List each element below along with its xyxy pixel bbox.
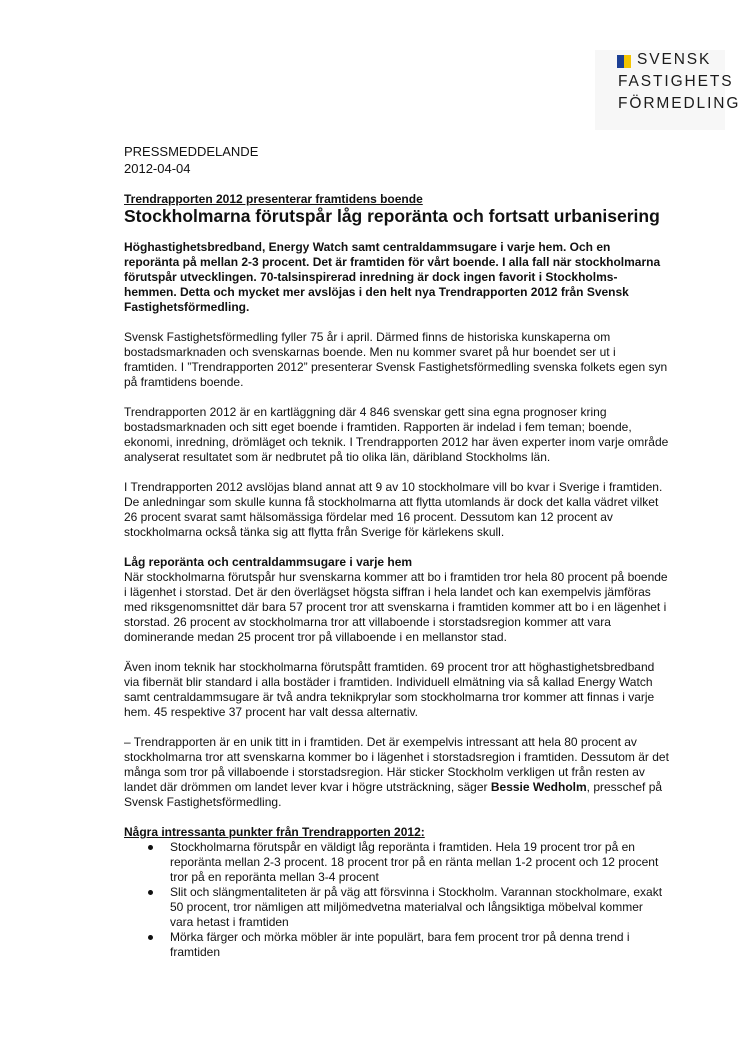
list-item-text: Mörka färger och mörka möbler är inte populärt, bara fem procent tror på denna trend i framtiden (170, 930, 630, 959)
paragraph-1: Svensk Fastighetsförmedling fyller 75 år i april. Därmed finns de historiska kunskaperna om bostadsmarknaden och svenskarnas boende. Men nu kommer svaret på hur boendet ser ut i framtiden. I ”Trendrapporten 2012” presenterar Svensk Fastighetsförmedling svenska folkets egen syn på framtidens boende. (124, 330, 668, 389)
list-item-text: Stockholmarna förutspår en väldigt låg reporänta i framtiden. Hela 19 procent tror på en reporänta mellan 2-3 procent. 18 procent tror på en ränta mellan 1-2 procent och 12 procent tror på en reporänta mellan 3-4 procent (170, 840, 659, 884)
document-type: PRESSMEDDELANDE (124, 144, 259, 159)
paragraph-2: Trendrapporten 2012 är en kartläggning där 4 846 svenskar gett sina egna prognoser kring bostadsmarknaden och sitt eget boende i framtiden. Rapporten är indelad i fem teman; boende, ekonomi, inredning, drömläget och teknik. I Trendrapporten 2012 har även experter inom varje område analyserat resultatet som är nedbrutet på tio olika län, däribland Stockholms län. (124, 405, 669, 464)
spokesperson-name: Bessie Wedholm (490, 780, 587, 794)
supertitle: Trendrapporten 2012 presenterar framtidens boende (124, 192, 423, 206)
list-item (124, 840, 669, 885)
quote-paragraph (124, 735, 669, 810)
logo-text-line-2: FASTIGHETS (618, 73, 734, 90)
document-date: 2012-04-04 (124, 161, 191, 176)
bullet-icon (148, 845, 153, 850)
paragraph-4: När stockholmarna förutspår hur svenskarna kommer att bo i framtiden tror hela 80 procent på boende i lägenhet i storstad. Det är den överlägset högsta siffran i hela landet och kan exempelvis jämföras med riksgenomsnittet där bara 57 procent tror att svenskarna i framtiden kommer att bo i en lägenhet i storstad. 26 procent av stockholmarna tror att villaboende i storstadsregion kommer att vara dominerande medan 25 procent tror på villaboende i en mellanstor stad. (124, 570, 668, 644)
quote-attribution: , presschef på Svensk Fastighetsförmedling. (124, 780, 663, 809)
paragraph-3: I Trendrapporten 2012 avslöjas bland annat att 9 av 10 stockholmare vill bo kvar i Sverige i framtiden. De anledningar som skulle kunna få stockholmarna att flytta utomlands är dock det kalla vädret vilket 26 procent svarat samt hälsomässiga fördelar med 16 procent. Dessutom kan 12 procent av stockholmarna också tänka sig att flytta från Sverige för kärlekens skull. (124, 480, 663, 539)
quote-text: – Trendrapporten är en unik titt in i framtiden. Det är exempelvis intressant att hela 80 procent av stockholmarna tror att svenskarna kommer bo i lägenhet i storstadsregion i framtiden. Dessutom är det många som tror på villaboende i storstadsregion. Här sticker Stockholm verkligen ut från resten av landet där drömmen om landet lever kvar i högre utsträckning, säger (124, 735, 669, 794)
page-title: Stockholmarna förutspår låg reporänta och fortsatt urbanisering (124, 206, 660, 226)
bullet-icon (148, 890, 153, 895)
logo-text-line-1: SVENSK (637, 51, 712, 68)
list-item (124, 930, 669, 960)
bullet-icon (148, 935, 153, 940)
list-item-text: Slit och slängmentaliteten är på väg att försvinna i Stockholm. Varannan stockholmare, exakt 50 procent, tror nämligen att miljömedvetna materialval och långsiktiga möbelval kommer vara hetast i framtiden (170, 885, 663, 929)
list-item (124, 885, 669, 930)
logo-text-line-3: FÖRMEDLING (618, 95, 741, 112)
section-heading-2: Några intressanta punkter från Trendrapporten 2012: (124, 825, 425, 839)
lead-paragraph: Höghastighetsbredband, Energy Watch samt centraldammsugare i varje hem. Och en reporänta på mellan 2-3 procent. Det är framtiden för vårt boende. I alla fall när stockholmarna förutspår utvecklingen. 70-talsinspirerad inredning är dock ingen favorit i Stockholms-hemmen. Detta och mycket mer avslöjas i den helt nya Trendrapporten 2012 från Svensk Fastighetsförmedling. (124, 240, 661, 314)
bullet-list (124, 840, 669, 960)
company-logo (595, 50, 741, 130)
swedish-flag-icon (617, 55, 631, 68)
press-release-body (124, 143, 669, 960)
section-heading-1: Låg reporänta och centraldammsugare i varje hem (124, 555, 413, 569)
paragraph-5: Även inom teknik har stockholmarna förutspått framtiden. 69 procent tror att höghastighetsbredband via fibernät blir standard i alla bostäder i framtiden. Individuell elmätning via så kallad Energy Watch samt centraldammsugare är två andra teknikprylar som stockholmarna tror kommer att finnas i varje hem. 45 respektive 37 procent har valt dessa alternativ. (124, 660, 655, 719)
